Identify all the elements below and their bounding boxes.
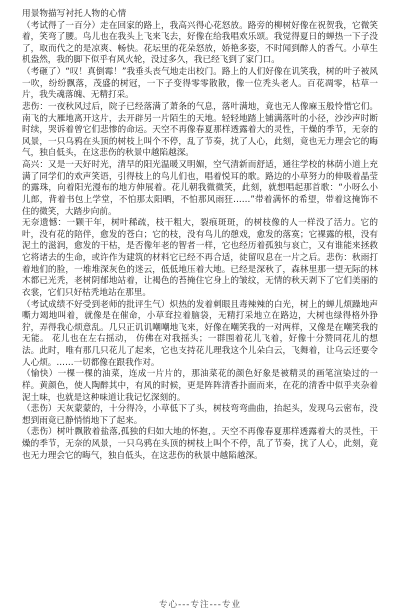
paragraph-pleasant-flowers: （愉快）一棵一棵的油菜，连成一片片的，那油菜花的颜色好象是被精灵的画笔渲染过的一样。黄颜色，使人陶醉其中，有风的时候，更是阵阵清香扑面而来，在花的清香中似乎夹杂着泥土味，也就是这种味道让我记忆深刻的。: [22, 369, 378, 403]
paragraph-sad-leaves: （悲伤）树叶飘散着盐落,孤独的归如大地的怀抱，。天空不再像春夏那样透露着大的灵性，干燥的季节，无奈的风景，一只乌鸦在头顶的树枝上叫个不停，乱了节奏，扰了人心，此刻，竟也无力理会它的晦气，独自低头，在这悲伤的秋景中越陷越深。: [22, 427, 378, 461]
paragraph-happy-score: （考试得了一百分）走在回家的路上，我高兴得心花怒放。路旁的柳树好像在祝贺我，它微笑着，笑弯了腰。鸟儿也在我头上飞来飞去，好像在给我唱欢乐颂。我觉得夏日的蝉热一下子没了，取而代之的是凉爽、畅快。花坛里的花朵怒放，娇艳多姿，不时闻到醉人的香气。小草生机盎然，我的脚下似乎有风火轮，没过多久，我已经飞到了家门口。: [22, 20, 378, 66]
paragraph-sad-rain: （悲伤）天灰蒙蒙的，十分得冷，小草低下了头，树枝弯弯曲曲，抬起头，发现乌云密布，没想到雨竟已静悄悄地下了起来。: [22, 404, 378, 426]
paragraph-angry-teacher: （考试成绩不好受到老师的批评生气）炽热的发着刺眼且毒辣辣的白光，树上的蝉儿烦躁地声嘶力竭地叫着，就像是在催命，小草耷拉着脑袋，无精打采地立在路边，大树也绿得格外狰狞，弄得我心烦意乱。几只正讥讥嘲嘲地飞来，好像在嘲笑我的一对两样，又像是在嘲笑我的无能。 花儿也在左右摇动， 仿佛在对我摇头；一群围着花儿飞着，好像十分赞同花儿的想法。此时，唯有那几只花儿了起来，它也支持花儿理我这个儿朵白云，飞舞着，让乌云还要令人心烦。……一切都像在跟我作对。: [22, 299, 378, 368]
paragraph-bad-score: （考砸了）“叹！真倒霉！”我垂头丧气地走出校门。路上的人们好像在讥笑我，树的叶子被风一吹，纷纷飘落，茂盛的树冠，一下子变得零零散散，像一位秃头老人。百花凋零，枯草一片，我失魂落魄、无精打采。: [22, 67, 378, 101]
page-footer: 专心---专注---专业: [158, 600, 242, 610]
document-title: 用景物描写衬托人物的心情: [22, 9, 127, 19]
paragraph-regret-tree: 无奈遗憾：一颗干年，树叶稀疏，枝干粗大，裂痕斑斑，的树枝像的人一样没了活力。它的叶，没有花的陪伴，愈发的苍白；它的枝，没有鸟儿的憩戏，愈发的落寞；它裸露的根，没有泥土的滋润，愈发的干枯，是否像年老的智者一样，它也经历着孤独与哀亡，又有谁能来拯救它将诸去的生命，或许作为建筑的材料它已经不再合适，徒留叹息在一片之后。悲伤：秋雨打着地们的脸，一堆堆深灰色的迷云，低低地压着大地。已经是深秋了，森林里那一望无际的林木都已光秃，老树阴郁地站着，让褐色的苔掩住它身上的皱纹，无情的秋天剥下了它们美丽的衣裳，它们只好枯秃地站在那里。: [22, 218, 378, 298]
paragraph-sad-autumn: 悲伤：一夜秋风过后，院子已经落满了萧条的气息，落叶满地，竟也无人像麻玉般怜惜它们。南飞的大雁地离开这片，去开辟另一片陌生的天地。轻轻地踏上铺满落叶的小径，沙沙声时断时续，哭诉着曾它们悲惨的命运。天空不再像春夏那样透露着大的灵性，干燥的季节，无奈的风景，一只乌鸦在头顶的树枝上叫个不停，乱了节奏，扰了人心，此刻，竟也无力理会它的晦气，独自低头，在这悲伤的秋景中越陷越深。: [22, 101, 378, 159]
paragraph-happy-morning: 高兴：又是一天好时光，清早的阳光温暖又明媚，空气清新而舒适，通往学校的林荫小道上充满了同学们的欢声笑语，引得枝上的鸟儿们也，唱着悦耳的歌。路边的小草努力的伸吸着晶莹的露珠，向着阳光漫布的地方伸展着。花儿朝我微微笑，此刻，就想唱起那首歌：“小呀么小儿郎，背着书包上学堂，不怕那太阳晒，不怕那风雨狂……”带着满怀的希望，带着这掩饰不住的微笑，大踏步向前。: [22, 160, 378, 217]
